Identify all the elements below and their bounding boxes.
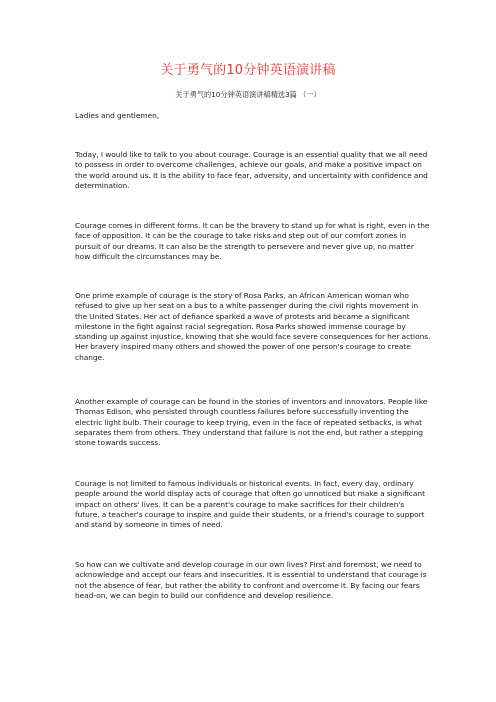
salutation: Ladies and gentlemen,	[75, 111, 160, 120]
paragraph-1: Today, I would like to talk to you about courage. Courage is an essential quality that we all need to possess in order to overcome challenges, achieve our goals, and make a positive impact on the world around us. It is the ability to face fear, adversity, and uncertainty with confidence and determination.	[75, 150, 428, 190]
document-subtitle: 关于勇气的10分钟英语演讲稿精选3篇 （一）	[175, 90, 321, 99]
paragraph-5: Courage is not limited to famous individuals or historical events. In fact, every day, ordinary people around the world display acts of courage that often go unnoticed but make a significant impact on others' lives. It can be a parent's courage to make sacrifices for their children's future, a teacher's courage to inspire and guide their students, or a friend's courage to support and stand by someone in times of need.	[75, 479, 425, 530]
paragraph-6: So how can we cultivate and develop courage in our own lives? First and foremost, we need to acknowledge and accept our fears and insecurities. It is essential to understand that courage is not the absence of fear, but rather the ability to confront and overcome it. By facing our fears head-on, we can begin to build our confidence and develop resilience.	[75, 560, 427, 600]
paragraph-2: Courage comes in different forms. It can be the bravery to stand up for what is right, even in the face of opposition. It can be the courage to take risks and step out of our comfort zones in pursuit of our dreams. It can also be the strength to persevere and never give up, no matter how difficult the circumstances may be.	[75, 221, 430, 261]
document-title: 关于勇气的10分钟英语演讲稿	[160, 63, 336, 78]
paragraph-3: One prime example of courage is the story of Rosa Parks, an African American woman who refused to give up her seat on a bus to a white passenger during the civil rights movement in the United States. Her act of defiance sparked a wave of protests and became a significant milestone in the fight against racial segregation. Rosa Parks showed immense courage by standing up against injustice, knowing that she would face severe consequences for her actions. Her bravery inspired many others and showed the power of one person's courage to create change.	[75, 291, 431, 362]
paragraph-4: Another example of courage can be found in the stories of inventors and innovators. People like Thomas Edison, who persisted through countless failures before successfully inventing the electric light bulb. Their courage to keep trying, even in the face of repeated setbacks, is what separates them from others. They understand that failure is not the end, but rather a stepping stone towards success.	[75, 397, 428, 448]
